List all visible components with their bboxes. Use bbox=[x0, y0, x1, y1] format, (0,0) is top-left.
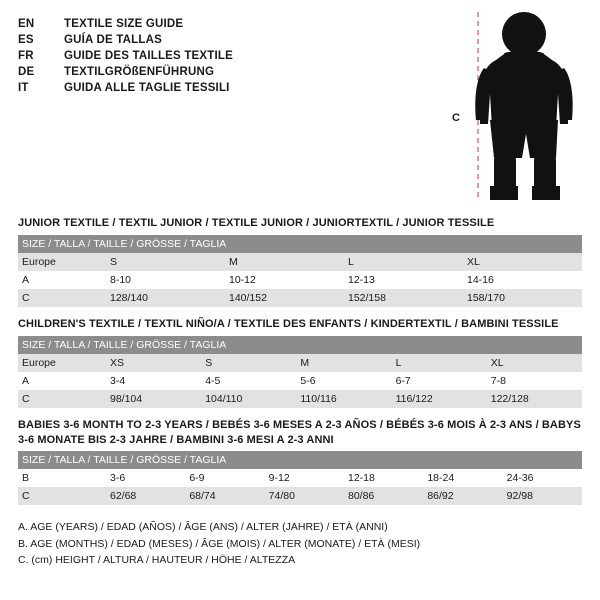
cell: 104/110 bbox=[201, 390, 296, 408]
language-titles bbox=[18, 16, 233, 96]
language-code: DE bbox=[18, 66, 35, 78]
table-row bbox=[18, 390, 582, 408]
cell: 110/116 bbox=[296, 390, 391, 408]
section-title: JUNIOR TEXTILE / TEXTIL JUNIOR / TEXTILE JUNIOR / JUNIORTEXTIL / JUNIOR TESSILE bbox=[18, 217, 495, 229]
section-title: CHILDREN'S TEXTILE / TEXTIL NIÑO/A / TEXTILE DES ENFANTS / KINDERTEXTIL / BAMBINI TESSILE bbox=[18, 317, 559, 330]
cell: 14-16 bbox=[463, 271, 582, 289]
cell: 74/80 bbox=[265, 487, 344, 505]
language-title: TEXTILE SIZE GUIDE bbox=[64, 18, 184, 30]
cell: 6-7 bbox=[392, 372, 487, 390]
cell: 116/122 bbox=[392, 390, 487, 408]
row-label: Europe bbox=[18, 253, 106, 271]
language-title: GUIDA ALLE TAGLIE TESSILI bbox=[64, 82, 230, 94]
cell: 7-8 bbox=[487, 372, 582, 390]
cell: 68/74 bbox=[185, 487, 264, 505]
cell: 62/68 bbox=[106, 487, 185, 505]
table-row bbox=[18, 372, 582, 390]
child-figure-diagram bbox=[450, 8, 590, 204]
size-table-children bbox=[18, 336, 582, 408]
table-header-label: SIZE / TALLA / TAILLE / GRÖSSE / TAGLIA bbox=[18, 235, 582, 253]
row-label: C bbox=[18, 289, 106, 307]
cell: 158/170 bbox=[463, 289, 582, 307]
figure-measure-label-c: C bbox=[452, 112, 460, 124]
table-row bbox=[18, 271, 582, 289]
cell: 12-13 bbox=[344, 271, 463, 289]
row-label: Europe bbox=[18, 354, 106, 372]
table-header-row bbox=[18, 235, 582, 253]
legend-line-a: A. AGE (YEARS) / EDAD (AÑOS) / ÂGE (ANS) / ALTER (JAHRE) / ETÀ (ANNI) bbox=[18, 521, 388, 534]
child-silhouette-icon bbox=[468, 8, 588, 204]
cell: 128/140 bbox=[106, 289, 225, 307]
legend-line-b: B. AGE (MONTHS) / EDAD (MESES) / ÂGE (MOIS) / ALTER (MONATE) / ETÀ (MESI) bbox=[18, 537, 421, 550]
legend bbox=[18, 519, 582, 568]
table-header-row bbox=[18, 336, 582, 354]
legend-line-c: C. (cm) HEIGHT / ALTURA / HAUTEUR / HÖHE / ALTEZZA bbox=[18, 553, 296, 566]
header bbox=[18, 16, 582, 206]
cell: M bbox=[225, 253, 344, 271]
cell: XS bbox=[106, 354, 201, 372]
section-children-textile bbox=[18, 317, 582, 408]
cell: 5-6 bbox=[296, 372, 391, 390]
cell: S bbox=[201, 354, 296, 372]
cell: M bbox=[296, 354, 391, 372]
table-header-label: SIZE / TALLA / TAILLE / GRÖSSE / TAGLIA bbox=[18, 451, 582, 469]
language-row bbox=[18, 48, 233, 64]
cell: L bbox=[344, 253, 463, 271]
cell: 92/98 bbox=[503, 487, 582, 505]
size-table-babies bbox=[18, 451, 582, 505]
language-code: FR bbox=[18, 50, 34, 62]
size-table-junior bbox=[18, 235, 582, 307]
cell: 122/128 bbox=[487, 390, 582, 408]
table-row bbox=[18, 289, 582, 307]
section-junior-textile bbox=[18, 216, 582, 307]
language-code: IT bbox=[18, 82, 29, 94]
table-row bbox=[18, 354, 582, 372]
cell: 12-18 bbox=[344, 469, 423, 487]
cell: 86/92 bbox=[423, 487, 502, 505]
cell: 4-5 bbox=[201, 372, 296, 390]
cell: S bbox=[106, 253, 225, 271]
cell: 8-10 bbox=[106, 271, 225, 289]
cell: 10-12 bbox=[225, 271, 344, 289]
cell: XL bbox=[463, 253, 582, 271]
language-title: TEXTILGRÖßENFÜHRUNG bbox=[64, 66, 215, 78]
section-title: BABIES 3-6 MONTH TO 2-3 YEARS / BEBÉS 3-6 MESES A 2-3 AÑOS / BÉBÉS 3-6 MOIS À 2-3 ANS / BABYS 3-6 MONATE BIS 2-3 JAHRE / BAMBINI 3-6 MESI A 2-3 ANNI bbox=[18, 418, 581, 446]
language-code: ES bbox=[18, 34, 34, 46]
table-row bbox=[18, 487, 582, 505]
language-row bbox=[18, 16, 233, 32]
cell: 98/104 bbox=[106, 390, 201, 408]
table-header-row bbox=[18, 451, 582, 469]
row-label: C bbox=[18, 487, 106, 505]
cell: 3-6 bbox=[106, 469, 185, 487]
table-row bbox=[18, 469, 582, 487]
cell: 24-36 bbox=[503, 469, 582, 487]
language-row bbox=[18, 80, 233, 96]
language-code: EN bbox=[18, 18, 35, 30]
row-label: A bbox=[18, 271, 106, 289]
table-header-label: SIZE / TALLA / TAILLE / GRÖSSE / TAGLIA bbox=[18, 336, 582, 354]
cell: 140/152 bbox=[225, 289, 344, 307]
row-label: B bbox=[18, 469, 106, 487]
cell: 6-9 bbox=[185, 469, 264, 487]
cell: 80/86 bbox=[344, 487, 423, 505]
table-row bbox=[18, 253, 582, 271]
section-babies-textile bbox=[18, 418, 582, 506]
row-label: A bbox=[18, 372, 106, 390]
cell: 3-4 bbox=[106, 372, 201, 390]
row-label: C bbox=[18, 390, 106, 408]
cell: XL bbox=[487, 354, 582, 372]
cell: 9-12 bbox=[265, 469, 344, 487]
language-title: GUIDE DES TAILLES TEXTILE bbox=[64, 50, 233, 62]
cell: L bbox=[392, 354, 487, 372]
cell: 152/158 bbox=[344, 289, 463, 307]
language-row bbox=[18, 32, 233, 48]
language-title: GUÍA DE TALLAS bbox=[64, 34, 162, 46]
language-row bbox=[18, 64, 233, 80]
cell: 18-24 bbox=[423, 469, 502, 487]
